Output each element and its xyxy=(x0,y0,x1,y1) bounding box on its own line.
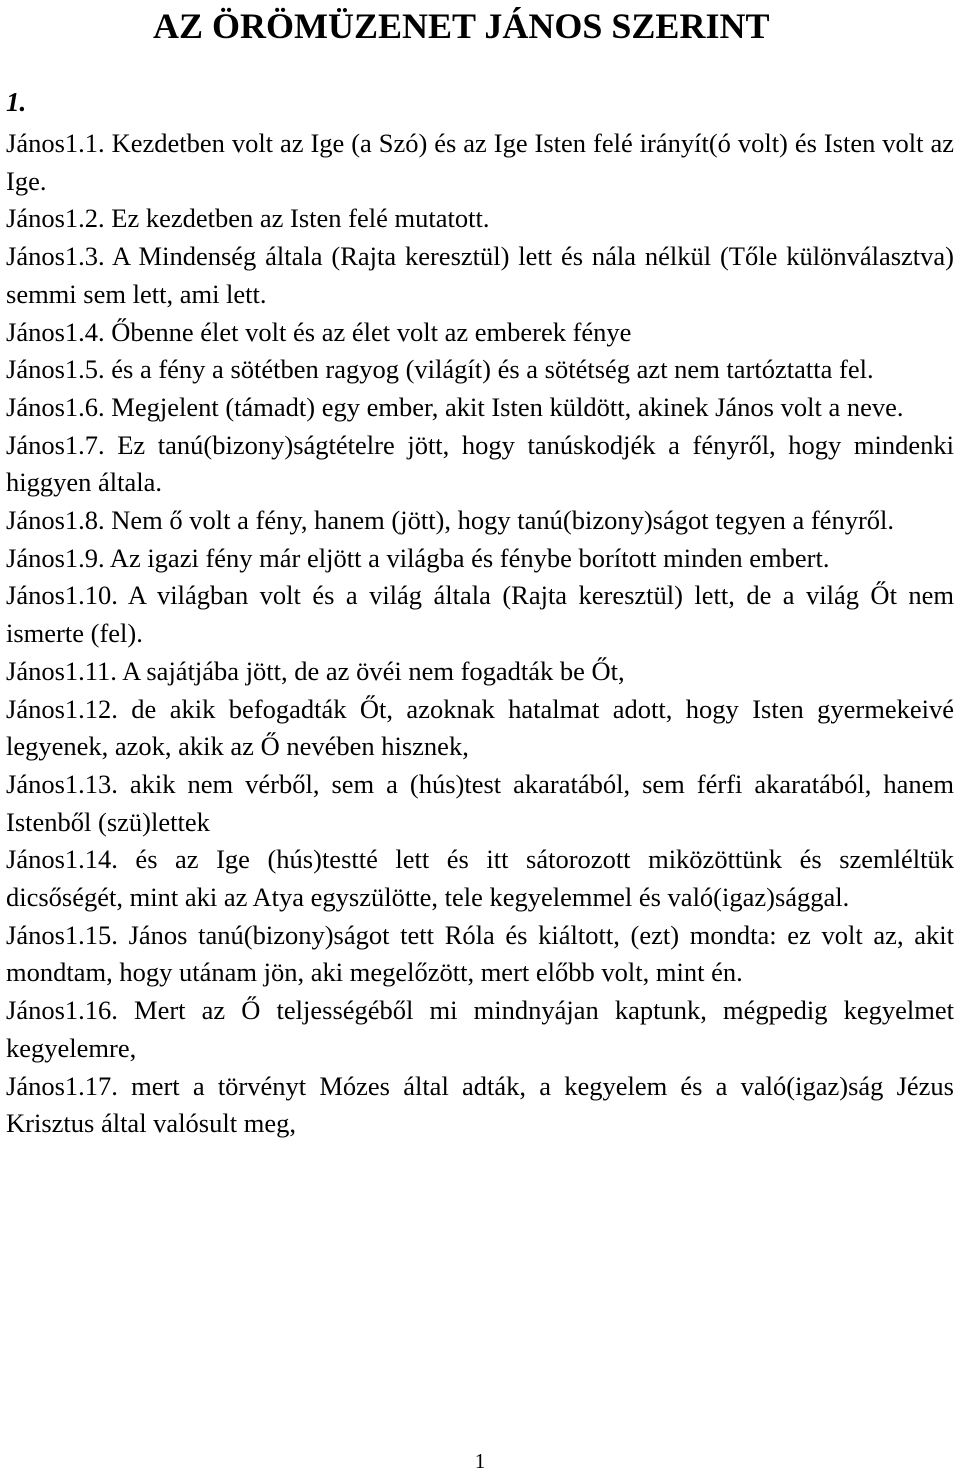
verse-1-16: János1.16. Mert az Ő teljességéből mi mindnyájan kaptunk, mégpedig kegyelmet kegyelemre, xyxy=(6,995,954,1063)
verse-1-13: János1.13. akik nem vérből, sem a (hús)test akaratából, sem férfi akaratából, hanem Istenből (szü)lettek xyxy=(6,768,954,837)
verse-1-2: János1.2. Ez kezdetben az Isten felé mutatott. xyxy=(6,203,490,234)
verse-1-10: János1.10. A világban volt és a világ általa (Rajta keresztül) lett, de a világ Őt nem ismerte (fel). xyxy=(6,580,954,649)
verse-list xyxy=(6,125,954,1143)
verse-1-3: János1.3. A Mindenség általa (Rajta keresztül) lett és nála nélkül (Tőle különválasztva) semmi sem lett, ami lett. xyxy=(6,241,954,309)
verse-1-6: János1.6. Megjelent (támadt) egy ember, akit Isten küldött, akinek János volt a neve. xyxy=(6,391,904,422)
page-number: 1 xyxy=(474,1449,486,1473)
verse-1-8: János1.8. Nem ő volt a fény, hanem (jött), hogy tanú(bizony)ságot tegyen a fényről. xyxy=(6,505,895,536)
verse-1-17: János1.17. mert a törvényt Mózes által adták, a kegyelem és a való(igaz)ság Jézus Krisztus által valósult meg, xyxy=(6,1070,954,1139)
verse-1-15: János1.15. János tanú(bizony)ságot tett Róla és kiáltott, (ezt) mondta: ez volt az, akit mondtam, hogy utánam jön, aki megelőzött, mert előbb volt, mint én. xyxy=(6,919,954,988)
verse-1-9: János1.9. Az igazi fény már eljött a világba és fénybe borított minden embert. xyxy=(6,542,830,573)
verse-1-14: János1.14. és az Ige (hús)testté lett és itt sátorozott miközöttünk és szemléltük dicsőségét, mint aki az Atya egyszülötte, tele kegyelemmel és való(igaz)sággal. xyxy=(6,844,954,913)
verse-1-1: János1.1. Kezdetben volt az Ige (a Szó) és az Ige Isten felé irányít(ó volt) és Isten volt az Ige. xyxy=(6,128,954,196)
verse-1-5: János1.5. és a fény a sötétben ragyog (világít) és a sötétség azt nem tartóztatta fel. xyxy=(6,354,874,385)
verse-1-4: János1.4. Őbenne élet volt és az élet volt az emberek fénye xyxy=(6,316,632,347)
chapter-number: 1. xyxy=(6,87,27,117)
verse-1-11: János1.11. A sajátjába jött, de az övéi nem fogadták be Őt, xyxy=(6,655,625,686)
document-title: AZ ÖRÖMÜZENET JÁNOS SZERINT xyxy=(153,6,770,46)
verse-1-7: János1.7. Ez tanú(bizony)ságtételre jött, hogy tanúskodjék a fényről, hogy mindenki higgyen általa. xyxy=(6,429,954,498)
verse-1-12: János1.12. de akik befogadták Őt, azoknak hatalmat adott, hogy Isten gyermekeivé legyenek, azok, akik az Ő nevében hisznek, xyxy=(6,693,954,762)
